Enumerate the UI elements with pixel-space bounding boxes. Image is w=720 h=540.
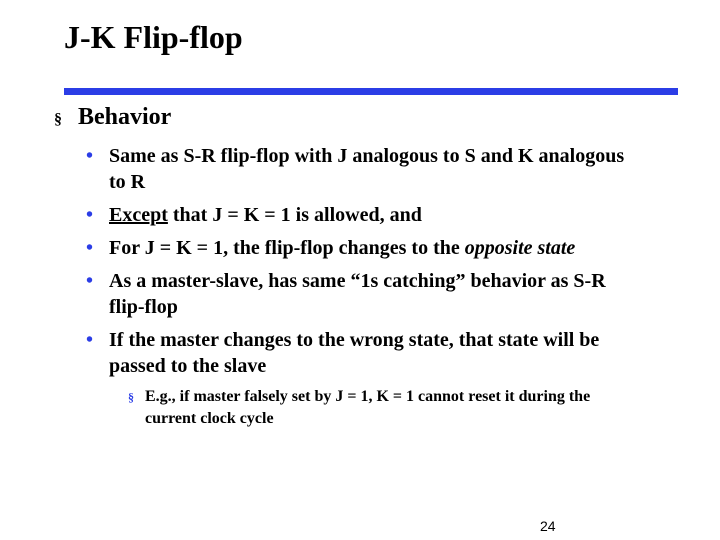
- list-item: [54, 143, 639, 195]
- bullet-icon: •: [86, 270, 94, 292]
- list-item: [54, 235, 639, 261]
- slide-body: [54, 102, 674, 430]
- section-heading-row: [54, 102, 674, 135]
- slide-title: J-K Flip-flop: [64, 19, 243, 55]
- bullet-text: As a master-slave, has same “1s catching” behavior as S-R flip-flop: [109, 270, 606, 318]
- list-item: [54, 268, 639, 320]
- sub-bullet-marker-icon: §: [128, 390, 134, 404]
- title-underline-rule: [64, 88, 678, 95]
- bullet-text: that J = K = 1 is allowed, and: [167, 204, 422, 226]
- bullet-italic-text: opposite state: [464, 237, 576, 259]
- section-marker-icon: §: [54, 111, 62, 128]
- bullet-text: If the master changes to the wrong state, that state will be passed to the slave: [109, 329, 600, 377]
- section-heading: Behavior: [78, 104, 172, 130]
- list-item: [54, 202, 639, 228]
- bullet-icon: •: [86, 237, 94, 259]
- list-item: [54, 327, 639, 379]
- page-number: 24: [540, 518, 556, 534]
- bullet-text: For J = K = 1, the flip-flop changes to the: [109, 237, 465, 259]
- bullet-list: [54, 143, 674, 379]
- bullet-icon: •: [86, 329, 94, 351]
- bullet-text: Same as S-R flip-flop with J analogous to S and K analogous to R: [109, 145, 625, 193]
- bullet-underlined-text: Except: [109, 204, 168, 226]
- sub-bullet-text: E.g., if master falsely set by J = 1, K = 1 cannot reset it during the current clock cycle: [145, 388, 591, 427]
- sub-bullet: [54, 386, 615, 430]
- bullet-icon: •: [86, 145, 94, 167]
- bullet-icon: •: [86, 204, 94, 226]
